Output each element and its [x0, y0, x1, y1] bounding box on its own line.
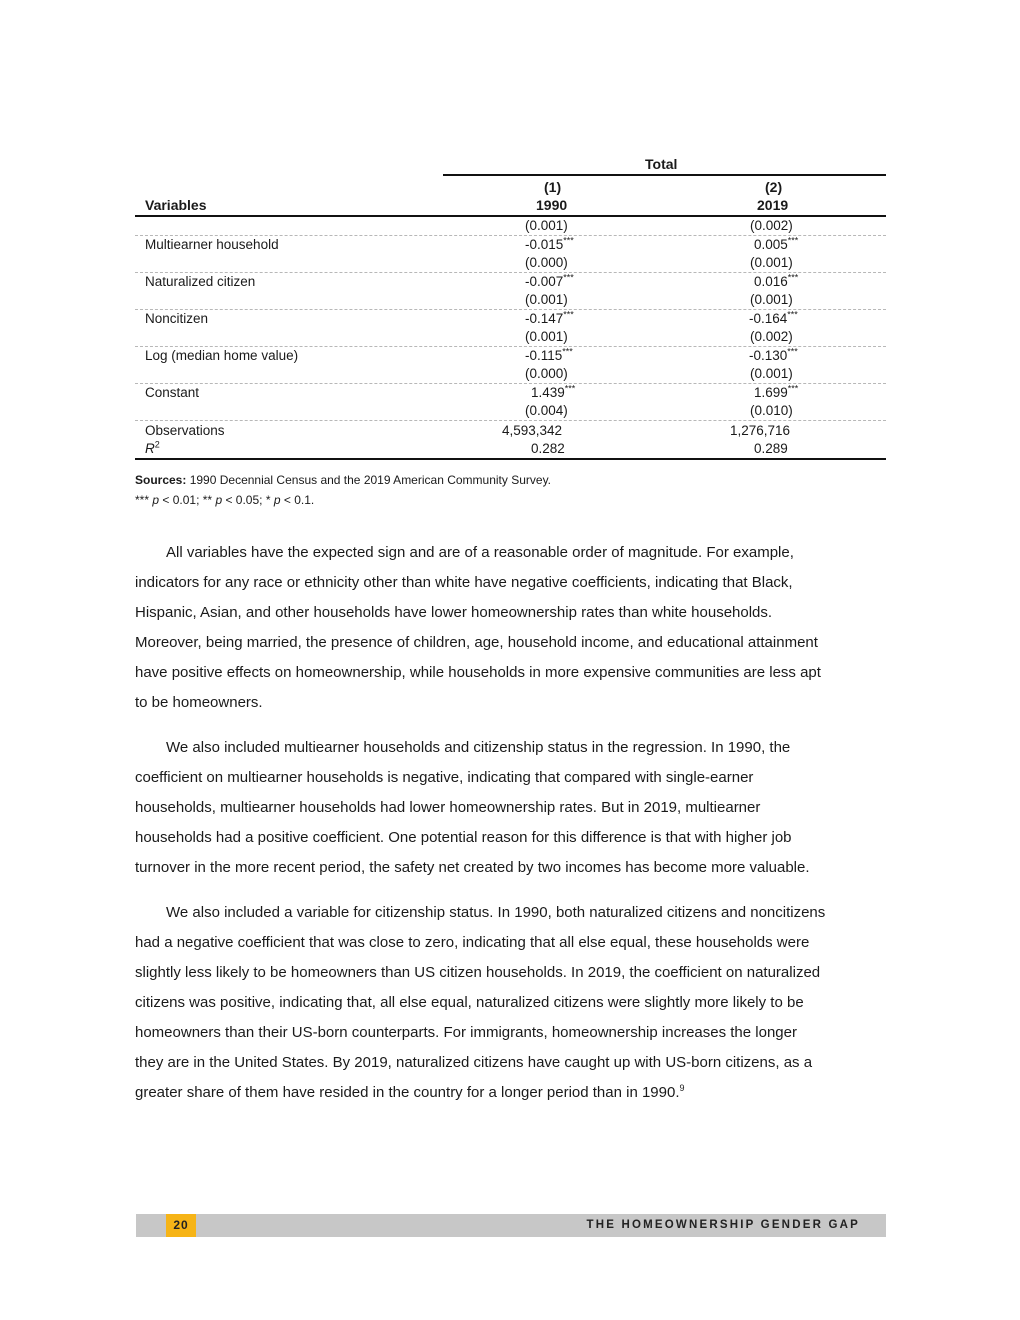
coef-cell-2019: [754, 273, 798, 291]
sig-threshold: < 0.01;: [159, 493, 203, 507]
paragraph-line: indicators for any race or ethnicity other than white have negative coefficients, indicating that Black,: [135, 574, 793, 591]
sig-stars: ***: [563, 309, 574, 320]
p-symbol: p: [215, 493, 223, 507]
paragraph-1: [135, 538, 887, 718]
report-title: THE HOMEOWNERSHIP GENDER GAP: [586, 1219, 860, 1231]
observations-2019: 1,276,716: [730, 423, 791, 438]
table-row: [135, 365, 886, 384]
sig-stars: ***: [563, 235, 574, 246]
p-symbol: p: [152, 493, 160, 507]
sig-stars: ***: [135, 493, 150, 507]
table-row: [135, 236, 886, 254]
paragraph-line: turnover in the more recent period, the safety net created by two incomes has become more valuable.: [135, 859, 810, 876]
table-row: [135, 254, 886, 273]
sig-stars: ***: [787, 309, 798, 320]
coef-cell-2019: [754, 384, 798, 402]
coef-value: -0.164: [749, 311, 788, 326]
se-cell: (0.001): [750, 292, 793, 307]
sig-threshold: < 0.05;: [222, 493, 266, 507]
year-header-1990: 1990: [536, 197, 568, 213]
rsquared-label: [145, 440, 160, 458]
coef-value: -0.115: [525, 348, 563, 363]
sig-stars: ***: [787, 383, 799, 394]
sig-threshold: < 0.1.: [280, 493, 315, 507]
variable-label: Naturalized citizen: [145, 274, 256, 289]
table-row: [135, 384, 886, 402]
table-row: [135, 328, 886, 347]
coef-value: 1.439: [531, 385, 565, 400]
paragraph-line: households, multiearner households had lower homeownership rates. But in 2019, multiearner: [135, 799, 761, 816]
paragraph-line: have positive effects on homeownership, while households in more expensive communities are less apt: [135, 664, 821, 681]
coef-value: 0.005: [754, 237, 788, 252]
paragraph-line: had a negative coefficient that was close to zero, indicating that all else equal, these households were: [135, 934, 810, 951]
col-number-2: (2): [765, 179, 783, 195]
coef-value: -0.015: [525, 237, 564, 252]
p-symbol: p: [273, 493, 281, 507]
observations-row: [135, 422, 886, 440]
variable-label: Constant: [145, 385, 200, 400]
paragraph-line: coefficient on multiearner households is negative, indicating that compared with single-earner: [135, 769, 754, 786]
table-row: [135, 347, 886, 365]
table-row: [135, 291, 886, 310]
paragraph-line: All variables have the expected sign and are of a reasonable order of magnitude. For example,: [166, 544, 794, 561]
coef-cell-1990: [531, 384, 575, 402]
sig-stars: ***: [564, 383, 576, 394]
year-header-2019: 2019: [757, 197, 789, 213]
rsquared-2019: 0.289: [754, 441, 788, 456]
se-cell: (0.010): [750, 403, 793, 418]
se-cell: (0.001): [750, 366, 793, 381]
coef-cell-1990: [525, 310, 574, 328]
table-colnum-row: [135, 178, 886, 196]
paragraph-line: citizens was positive, indicating that, all else equal, naturalized citizens were slightly more likely to be: [135, 994, 804, 1011]
coef-cell-2019: [754, 236, 798, 254]
variable-label: Log (median home value): [145, 348, 299, 363]
sources-note: [135, 470, 551, 490]
page-number: 20: [166, 1214, 196, 1237]
footnote-marker[interactable]: 9: [679, 1083, 685, 1093]
table-row: [135, 273, 886, 291]
se-cell: (0.001): [750, 255, 793, 270]
regression-table: [135, 155, 886, 460]
variable-label: Multiearner household: [145, 237, 279, 252]
coef-cell-2019: [749, 347, 798, 365]
se-cell: (0.001): [525, 329, 568, 344]
sig-stars: *: [265, 493, 271, 507]
sig-stars: **: [202, 493, 213, 507]
paragraph-line: households had a positive coefficient. One potential reason for this difference is that with higher job: [135, 829, 792, 846]
table-header-row: [135, 196, 886, 217]
sources-text: 1990 Decennial Census and the 2019 American Community Survey.: [186, 473, 552, 487]
coef-value: 1.699: [754, 385, 788, 400]
table-notes: [135, 470, 551, 510]
sig-stars: ***: [563, 272, 574, 283]
variables-header: Variables: [145, 197, 207, 213]
rsquared-exponent: 2: [154, 439, 160, 450]
table-row: [135, 402, 886, 421]
coef-value: -0.007: [525, 274, 564, 289]
sig-stars: ***: [562, 346, 573, 357]
table-row: [135, 217, 886, 236]
sig-stars: ***: [787, 235, 799, 246]
rsquared-row: [135, 440, 886, 460]
paragraph-line: they are in the United States. By 2019, naturalized citizens have caught up with US-born citizens, as a: [135, 1054, 813, 1071]
significance-note: [135, 490, 551, 510]
se-cell: (0.000): [525, 366, 568, 381]
rsquared-symbol: R: [145, 441, 155, 456]
variable-label: Noncitizen: [145, 311, 209, 326]
coef-cell-1990: [525, 236, 574, 254]
paragraph-line: Hispanic, Asian, and other households have lower homeownership rates than white households.: [135, 604, 773, 621]
coef-cell-1990: [525, 273, 574, 291]
group-header-rule: [443, 174, 886, 176]
se-cell: (0.001): [525, 292, 568, 307]
sig-stars: ***: [787, 346, 798, 357]
paragraph-line: to be homeowners.: [135, 694, 263, 711]
sig-stars: ***: [787, 272, 799, 283]
table-row: [135, 310, 886, 328]
paragraph-line: greater share of them have resided in the country for a longer period than in 1990.: [135, 1084, 680, 1101]
table-group-header-row: [135, 155, 886, 173]
paragraph-line: homeowners than their US-born counterparts. For immigrants, homeownership increases the longer: [135, 1024, 797, 1041]
col-number-1: (1): [544, 179, 562, 195]
se-cell: (0.004): [525, 403, 568, 418]
se-cell: (0.002): [750, 218, 793, 233]
paragraph-line: We also included multiearner households and citizenship status in the regression. In 1990, the: [166, 739, 791, 756]
se-cell: (0.002): [750, 329, 793, 344]
observations-1990: 4,593,342: [502, 423, 563, 438]
paragraph-2: [135, 733, 887, 883]
paragraph-line: slightly less likely to be homeowners than US citizen households. In 2019, the coefficient on naturalized: [135, 964, 821, 981]
rsquared-1990: 0.282: [531, 441, 565, 456]
coef-value: 0.016: [754, 274, 788, 289]
paragraph-line-last: [135, 1078, 887, 1108]
sources-label: Sources:: [135, 473, 187, 487]
coef-cell-2019: [749, 310, 798, 328]
paragraph-3: [135, 898, 887, 1108]
coef-value: -0.147: [525, 311, 564, 326]
coef-value: -0.130: [749, 348, 788, 363]
se-cell: (0.000): [525, 255, 568, 270]
observations-label: Observations: [145, 423, 225, 438]
paragraph-line: We also included a variable for citizenship status. In 1990, both naturalized citizens and noncitizens: [166, 904, 826, 921]
se-cell: (0.001): [525, 218, 568, 233]
coef-cell-1990: [525, 347, 573, 365]
page-footer: [136, 1214, 886, 1237]
paragraph-line: Moreover, being married, the presence of children, age, household income, and educational attainment: [135, 634, 818, 651]
group-header-total: Total: [645, 156, 678, 172]
